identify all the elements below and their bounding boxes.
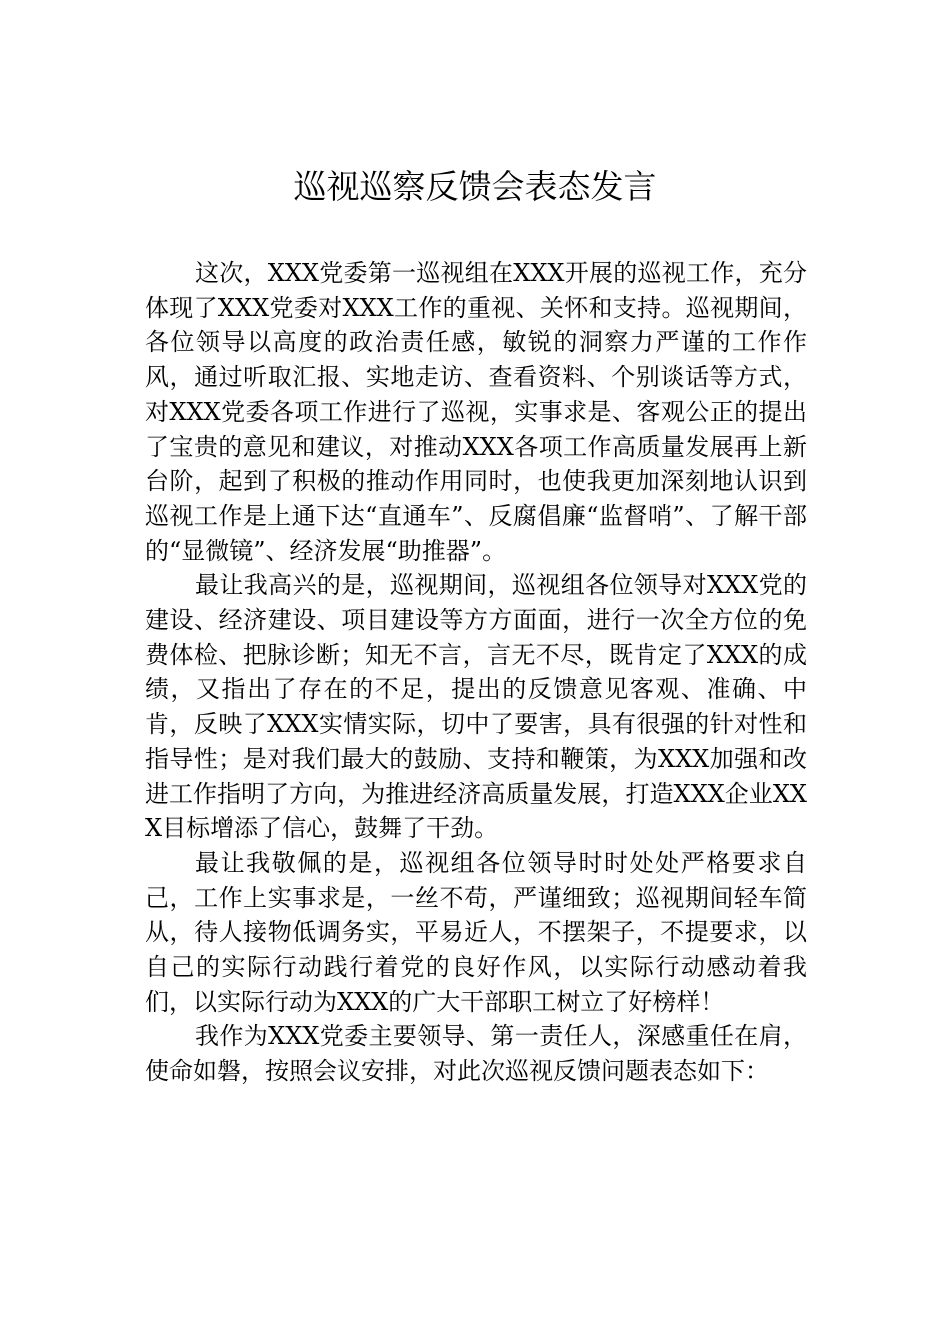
paragraph-1: 这次，XXX党委第一巡视组在XXX开展的巡视工作，充分体现了XXX党委对XXX工作的重视、关怀和支持。巡视期间，各位领导以高度的政治责任感，敏锐的洞察力严谨的工作作风，通过听取汇报、实地走访、查看资料、个别谈话等方式，对XXX党委各项工作进行了巡视，实事求是、客观公正的提出了宝贵的意见和建议，对推动XXX各项工作高质量发展再上新台阶，起到了积极的推动作用同时，也使我更加深刻地认识到巡视工作是上通下达“直通车”、反腐倡廉“监督哨”、了解干部的“显微镜”、经济发展“助推器”。 xyxy=(145,259,807,565)
paragraph-2: 最让我高兴的是，巡视期间，巡视组各位领导对XXX党的建设、经济建设、项目建设等方方面面，进行一次全方位的免费体检、把脉诊断；知无不言，言无不尽，既肯定了XXX的成绩，又指出了存在的不足，提出的反馈意见客观、准确、中肯，反映了XXX实情实际，切中了要害，具有很强的针对性和指导性；是对我们最大的鼓励、支持和鞭策，为XXX加强和改进工作指明了方向，为推进经济高质量发展，打造XXX企业XXX目标增添了信心，鼓舞了干劲。 xyxy=(145,571,807,843)
document-title: 巡视巡察反馈会表态发言 xyxy=(293,167,657,206)
paragraph-4: 我作为XXX党委主要领导、第一责任人，深感重任在肩，使命如磐，按照会议安排，对此次巡视反馈问题表态如下： xyxy=(145,1022,807,1086)
paragraph-3: 最让我敬佩的是，巡视组各位领导时时处处严格要求自己，工作上实事求是，一丝不苟，严谨细致；巡视期间轻车简从，待人接物低调务实，平易近人，不摆架子，不提要求，以自己的实际行动践行着党的良好作风，以实际行动感动着我们，以实际行动为XXX的广大干部职工树立了好榜样！ xyxy=(145,848,807,1016)
document-body xyxy=(145,256,807,1089)
